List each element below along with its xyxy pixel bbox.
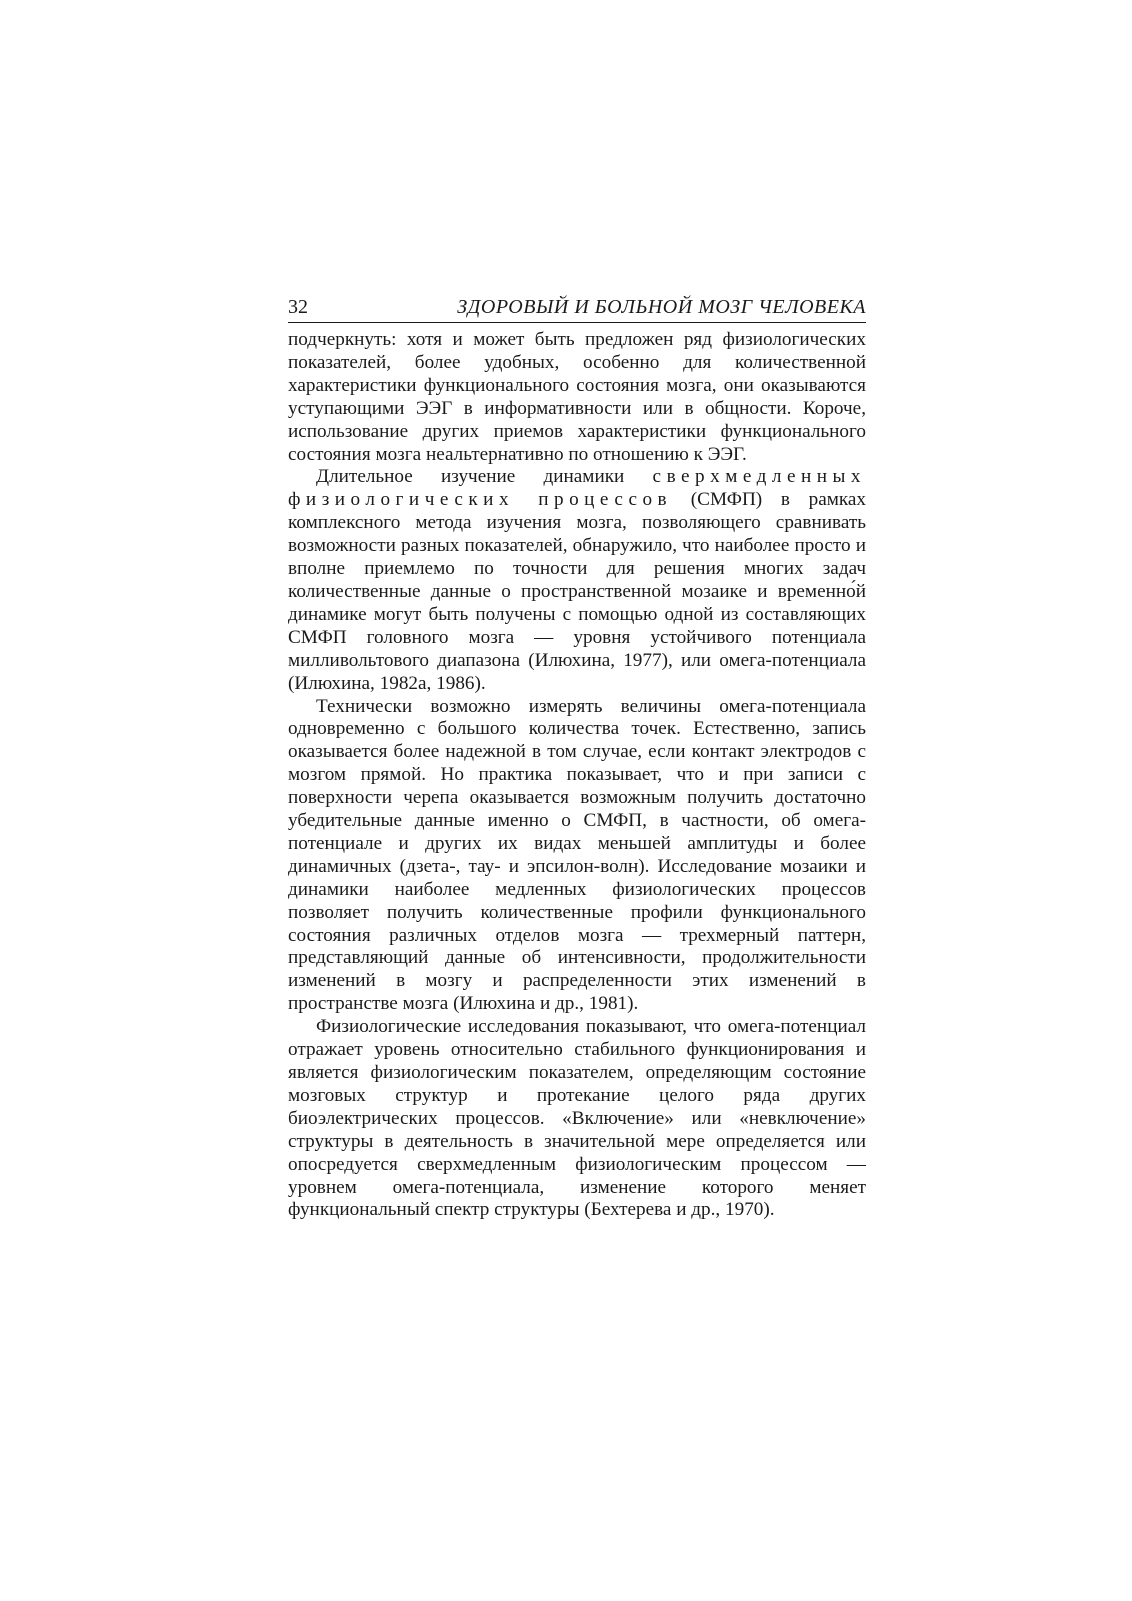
paragraph-1: подчеркнуть: хотя и может быть предложен ряд физиологических показателей, более удобных, особенно для количественной характеристики функционального состояния мозга, они оказываются уступающими ЭЭГ в информативности или в общности. Короче, использование других приемов характеристики функционального состояния мозга неальтернативно по отношению к ЭЭГ. (288, 329, 866, 465)
paragraph-2 (288, 466, 866, 695)
paragraph-4: Физиологические исследования показывают, что омега-потенциал отражает уровень относительно стабильного функционирования и является физиологическим показателем, определяющим состояние мозговых структур и протекание целого ряда других биоэлектрических процессов. «Включение» или «невключение» структуры в деятельность в значительной мере определяется или опосредуется сверхмедленным физиологическим процессом — уровнем омега-потенциала, изменение которого меняет функциональный спектр структуры (Бехтерева и др., 1970). (288, 1016, 866, 1221)
running-head (288, 296, 866, 323)
paragraph-3: Технически возможно измерять величины омега-потенциала одновременно с большого количества точек. Естественно, запись оказывается более надежной в том случае, если контакт электродов с мозгом прямой. Но практика показывает, что и при записи с поверхности черепа оказывается возможным получить достаточно убедительные данные именно о СМФП, в частности, об омега-потенциале и других их видах меньшей амплитуды и более динамичных (дзета-, тау- и эпсилон-волн). Исследование мозаики и динамики наиболее медленных физиологических процессов позволяет получить количественные профили функционального состояния различных отделов мозга — трехмерный паттерн, представляющий данные об интенсивности, продолжительности изменений в мозгу и распределенности этих изменений в пространстве мозга (Илюхина и др., 1981). (288, 695, 866, 1015)
paragraph-2-emphasis: сверхмедленных физиологических процессов (288, 466, 866, 511)
paragraph-2-lead: Длительное изучение динамики (316, 466, 653, 488)
paragraph-2-rest: (СМФП) в рамках комплексного метода изучения мозга, позволяющего сравнивать возможности разных показателей, обнаружило, что наиболее просто и вполне приемлемо по точности для решения многих задач количественные данные о пространственной мозаике и временно́й динамике могут быть получены с помощью одной из составляющих СМФП головного мозга — уровня устойчивого потенциала милливольтового диапазона (Илюхина, 1977), или омега-потенциала (Илюхина, 1982а, 1986). (288, 489, 866, 694)
running-title: ЗДОРОВЫЙ И БОЛЬНОЙ МОЗГ ЧЕЛОВЕКА (457, 296, 866, 318)
page-number: 32 (288, 296, 308, 318)
book-page (288, 296, 866, 1222)
body-text (288, 329, 866, 1222)
